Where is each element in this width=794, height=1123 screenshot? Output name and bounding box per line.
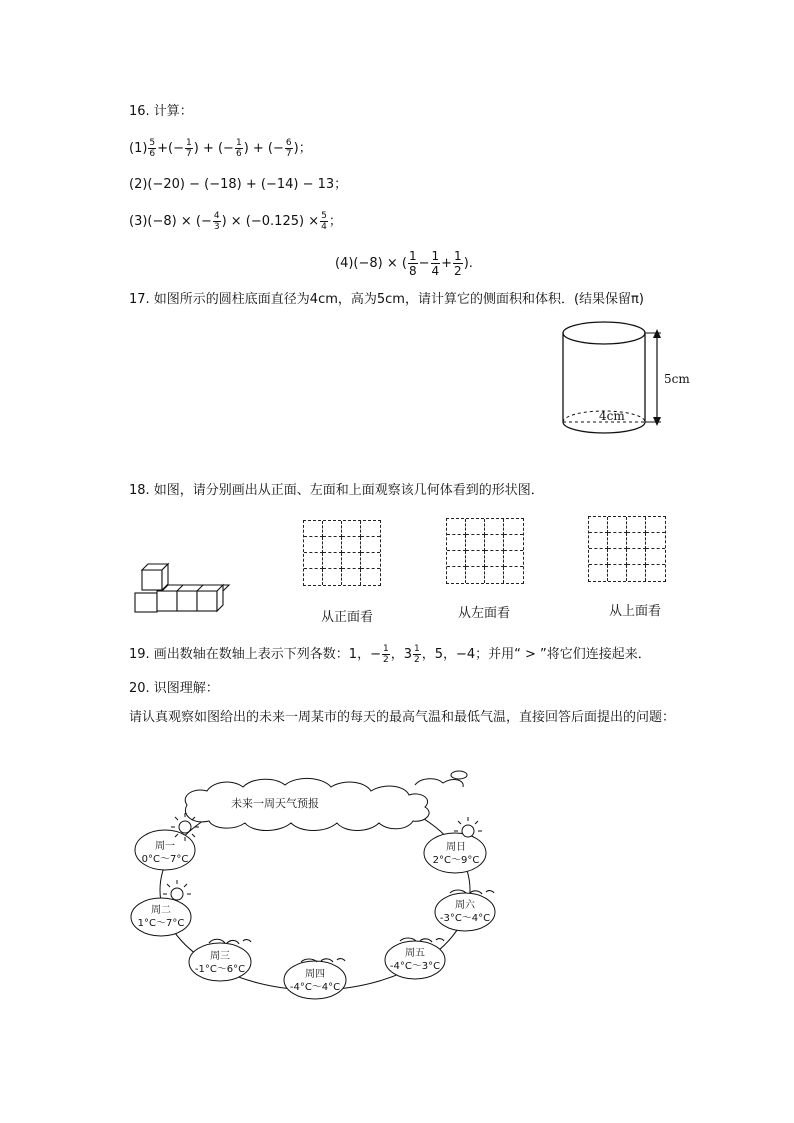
day-mon [140,840,190,866]
day-fri [387,947,443,973]
cloud-title: 未来一周天气预报 [231,797,319,810]
fraction: $\frac{5}{6}$ [149,138,156,159]
day-name: 周三 [210,951,230,962]
q16-part1: (1) $\frac{5}{6}$ +(− $\frac{1}{7}$ ) + (− $\frac{1}{6}$ ) + (− $\frac{6}{7}$ )； [129,138,312,159]
grid-front-view[interactable] [303,520,381,586]
fraction: $\frac{6}{7}$ [285,138,292,159]
q20-title: 20. 识图理解： [129,681,219,696]
fraction: $\frac{1}{2}$ [414,644,420,665]
q18-text: 18. 如图，请分别画出从正面、左面和上面观察该几何体看到的形状图． [129,483,544,498]
fraction: $\frac{4}{3}$ [213,211,220,232]
cylinder-top-ellipse [563,322,645,344]
q16-part2: (2)(−20) − (−18) + (−14) − 13； [129,177,348,192]
cloud-shape [185,771,467,831]
day-temp: -4°C～4°C [289,982,341,993]
q16-title: 16. 计算： [129,104,193,119]
day-temp: 0°C～7°C [141,854,189,865]
cube-solid-figure [130,562,235,614]
day-temp: -3°C～4°C [439,913,491,924]
day-name: 周日 [446,842,466,853]
day-name: 周五 [405,948,425,959]
q17-text: 17. 如图所示的圆柱底面直径为4cm，高为5cm，请计算它的侧面积和体积．(结果保留π) [129,292,644,307]
day-tue [136,904,186,930]
caption-left: 从左面看 [458,606,511,621]
grid-top-view[interactable] [588,516,666,582]
fraction: $\frac{1}{2}$ [454,249,462,278]
day-temp: -1°C～6°C [194,964,246,975]
fraction: $\frac{1}{4}$ [431,249,440,278]
day-name: 周二 [151,905,171,916]
fraction: $\frac{1}{7}$ [186,138,192,159]
fraction: $\frac{5}{4}$ [321,211,327,232]
caption-top: 从上面看 [609,604,662,619]
q16-part4: (4)(−8) × ( $\frac{1}{8}$ − $\frac{1}{4}$ + $\frac{1}{2}$ ). [335,249,473,278]
day-wed [192,950,248,976]
day-name: 周四 [305,969,325,980]
day-temp: -4°C～3°C [389,961,441,972]
fraction: $\frac{1}{8}$ [408,249,417,278]
q20-body: 请认真观察如图给出的未来一周某市的每天的最高气温和最低气温，直接回答后面提出的问题： [129,710,676,725]
day-sun [428,841,484,867]
day-temp: 2°C～9°C [432,855,480,866]
day-name: 周六 [455,900,475,911]
q19-text: 19. 画出数轴在数轴上表示下列各数：1，− $\frac{1}{2}$ ，3 $\frac{1}{2}$ ，5，−4；并用“ > ”将它们连接起来． [129,644,651,665]
day-sat [437,899,493,925]
grid-left-view[interactable] [446,518,524,584]
day-name: 周一 [155,841,175,852]
sun-icon [163,880,191,900]
fraction: $\frac{1}{2}$ [382,644,389,665]
fraction: $\frac{1}{6}$ [235,138,242,159]
cylinder-bottom-front [563,422,645,433]
q16-part3: (3)(−8) × (− $\frac{4}{3}$ ) × (−0.125) × $\frac{5}{4}$ ； [129,211,342,232]
caption-front: 从正面看 [321,610,374,625]
height-label: 5cm [664,372,690,386]
diameter-label: 4cm [599,409,625,423]
day-temp: 1°C～7°C [137,918,185,929]
day-thu [287,968,343,994]
